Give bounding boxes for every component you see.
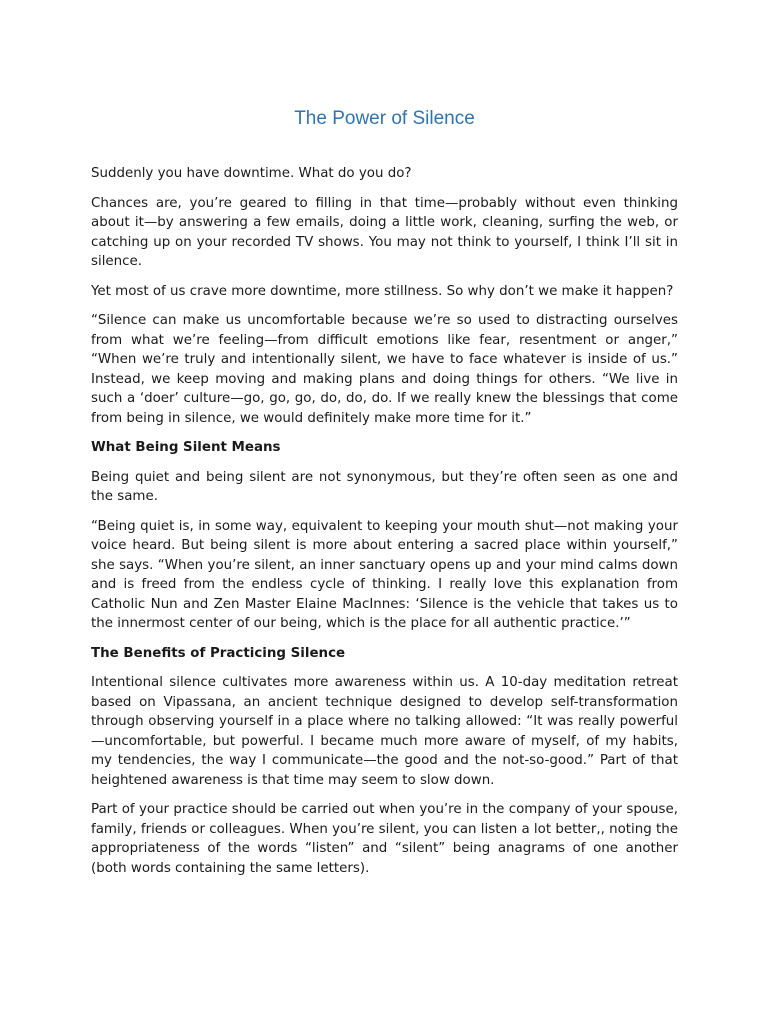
paragraph: Part of your practice should be carried out when you’re in the company of your spouse, family, friends or colleagues. When you’re silent, you can listen a lot better,, noting the appropriateness of the words “listen” and “silent” being anagrams of one another (both words containing the same letters). [91,802,678,876]
paragraph: Intentional silence cultivates more awareness within us. A 10-day meditation retreat based on Vipassana, an ancient technique designed to develop self-transformation through observing yourself in a place where no talking allowed: “It was really powerful—uncomfortable, but powerful. I became much more aware of myself, of my habits, my tendencies, the way I communicate—the good and the not-so-good.” Part of that heightened awareness is that time may seem to slow down. [91,675,678,788]
document-page [91,106,678,888]
paragraph: Being quiet and being silent are not synonymous, but they’re often seen as one and the same. [91,469,678,504]
section-heading: The Benefits of Practicing Silence [91,645,346,661]
section-heading: What Being Silent Means [91,440,281,455]
document-title: The Power of Silence [294,108,475,129]
paragraph: “Silence can make us uncomfortable because we’re so used to distracting ourselves from what we’re feeling—from difficult emotions like fear, resentment or anger,” “When we’re truly and intentionally silent, we have to face whatever is inside of us.” Instead, we keep moving and making plans and doing things for others. “We live in such a ‘doer’ culture—go, go, go, do, do, do. If we really knew the blessings that come from being in silence, we would definitely make more time for it.” [91,313,678,426]
document-body [91,164,678,878]
paragraph: “Being quiet is, in some way, equivalent to keeping your mouth shut—not making your voice heard. But being silent is more about entering a sacred place within yourself,” she says. “When you’re silent, an inner sanctuary opens up and your mind calms down and is freed from the endless cycle of thinking. I really love this explanation from Catholic Nun and Zen Master Elaine MacInnes: ‘Silence is the vehicle that takes us to the innermost center of our being, which is the place for all authentic practice.’” [91,518,678,631]
paragraph: Chances are, you’re geared to filling in that time—probably without even thinking about it—by answering a few emails, doing a little work, cleaning, surfing the web, or catching up on your recorded TV shows. You may not think to yourself, I think I’ll sit in silence. [91,195,678,269]
paragraph: Yet most of us crave more downtime, more stillness. So why don’t we make it happen? [91,283,674,299]
paragraph: Suddenly you have downtime. What do you do? [91,166,412,181]
